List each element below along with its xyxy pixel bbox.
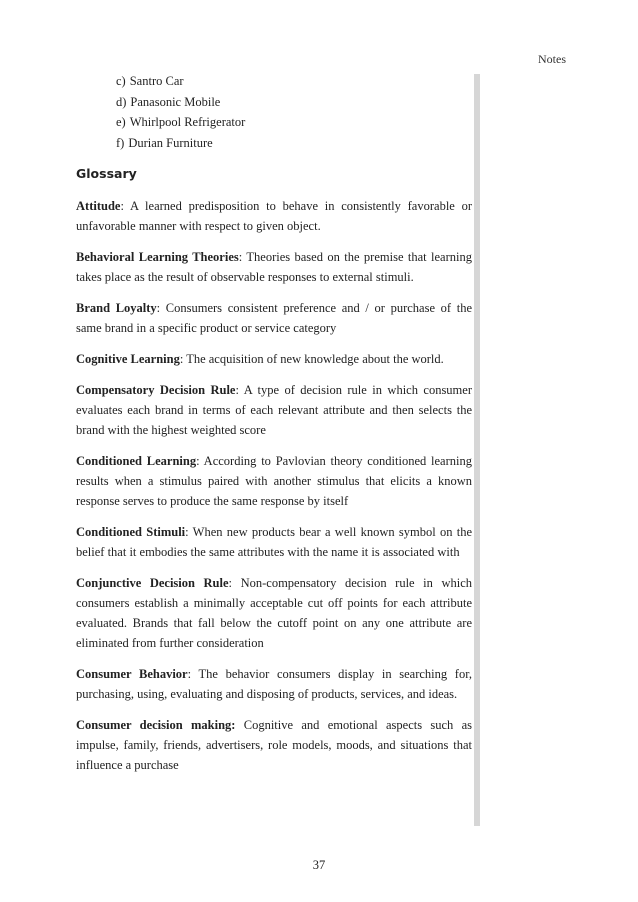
glossary-definition: Cognitive and emotional aspects such as impulse, family, friends, advertisers, role models, moods, and situations that influence a purchase <box>76 718 473 772</box>
glossary-term: Conjunctive Decision Rule <box>76 576 229 590</box>
glossary-definition: : A learned predisposition to behave in consistently favorable or unfavorable manner with respect to given object. <box>76 199 472 233</box>
glossary-term: Conditioned Learning <box>76 454 197 468</box>
glossary-entry <box>76 247 472 287</box>
glossary-term: Cognitive Learning <box>76 352 180 366</box>
glossary-term: Behavioral Learning Theories <box>76 250 239 264</box>
glossary-term: Brand Loyalty <box>76 301 157 315</box>
glossary-entry <box>76 349 472 369</box>
glossary-entry <box>76 196 472 236</box>
list-item-text: Panasonic Mobile <box>130 94 221 109</box>
list-item-text: Santro Car <box>129 74 184 88</box>
glossary-entry <box>76 664 472 704</box>
glossary-definition: : The behavior consumers display in searching for, purchasing, using, evaluating and disposing of products, services, and ideas. <box>76 667 472 701</box>
glossary-definition: : The acquisition of new knowledge about the world. <box>179 352 444 366</box>
list-item <box>116 71 472 92</box>
glossary-entry <box>76 522 472 562</box>
glossary-definition: : Non-compensatory decision rule in which consumers establish a minimally acceptable cut off points for each attribute evaluated. Brands that fall below the cutoff point on any one attribute are eliminated from further consideration <box>76 576 472 650</box>
list-marker: d) <box>116 94 127 109</box>
glossary-definition: : Theories based on the premise that learning takes place as the result of observable responses to external stimuli. <box>76 250 472 284</box>
glossary-definition: : According to Pavlovian theory conditioned learning results when a stimulus paired with another stimulus that elicits a known response serves to produce the same response by itself <box>76 454 472 508</box>
list-item <box>116 112 472 133</box>
list-marker: f) <box>116 135 125 150</box>
glossary-definition: : A type of decision rule in which consumer evaluates each brand in terms of each relevant attribute and then selects the brand with the highest weighted score <box>76 383 472 437</box>
glossary-entry <box>76 380 472 440</box>
glossary-term: Consumer Behavior <box>76 667 188 681</box>
list-marker: c) <box>116 74 126 88</box>
notes-margin-bar <box>474 74 480 826</box>
glossary-term: Attitude <box>76 199 121 213</box>
glossary-entry <box>76 715 472 775</box>
glossary-term: Consumer decision making: <box>76 718 236 732</box>
glossary-entry <box>76 298 472 338</box>
list-item-text: Durian Furniture <box>128 135 213 150</box>
glossary-heading: Glossary <box>76 166 137 181</box>
glossary-term: Conditioned Stimuli <box>76 525 186 539</box>
page-content <box>76 71 472 786</box>
glossary-definition: : When new products bear a well known symbol on the belief that it embodies the same attributes with the name it is associated with <box>76 525 473 559</box>
page-number: 37 <box>312 858 326 872</box>
list-item <box>116 133 472 154</box>
option-list <box>116 71 472 153</box>
glossary-definition: : Consumers consistent preference and / or purchase of the same brand in a specific product or service category <box>76 301 473 335</box>
notes-label: Notes <box>538 52 566 66</box>
glossary-term: Compensatory Decision Rule <box>76 383 236 397</box>
glossary-entry <box>76 451 472 511</box>
glossary-entry <box>76 573 472 653</box>
list-item <box>116 92 472 113</box>
list-marker: e) <box>116 115 126 129</box>
list-item-text: Whirlpool Refrigerator <box>129 115 246 129</box>
